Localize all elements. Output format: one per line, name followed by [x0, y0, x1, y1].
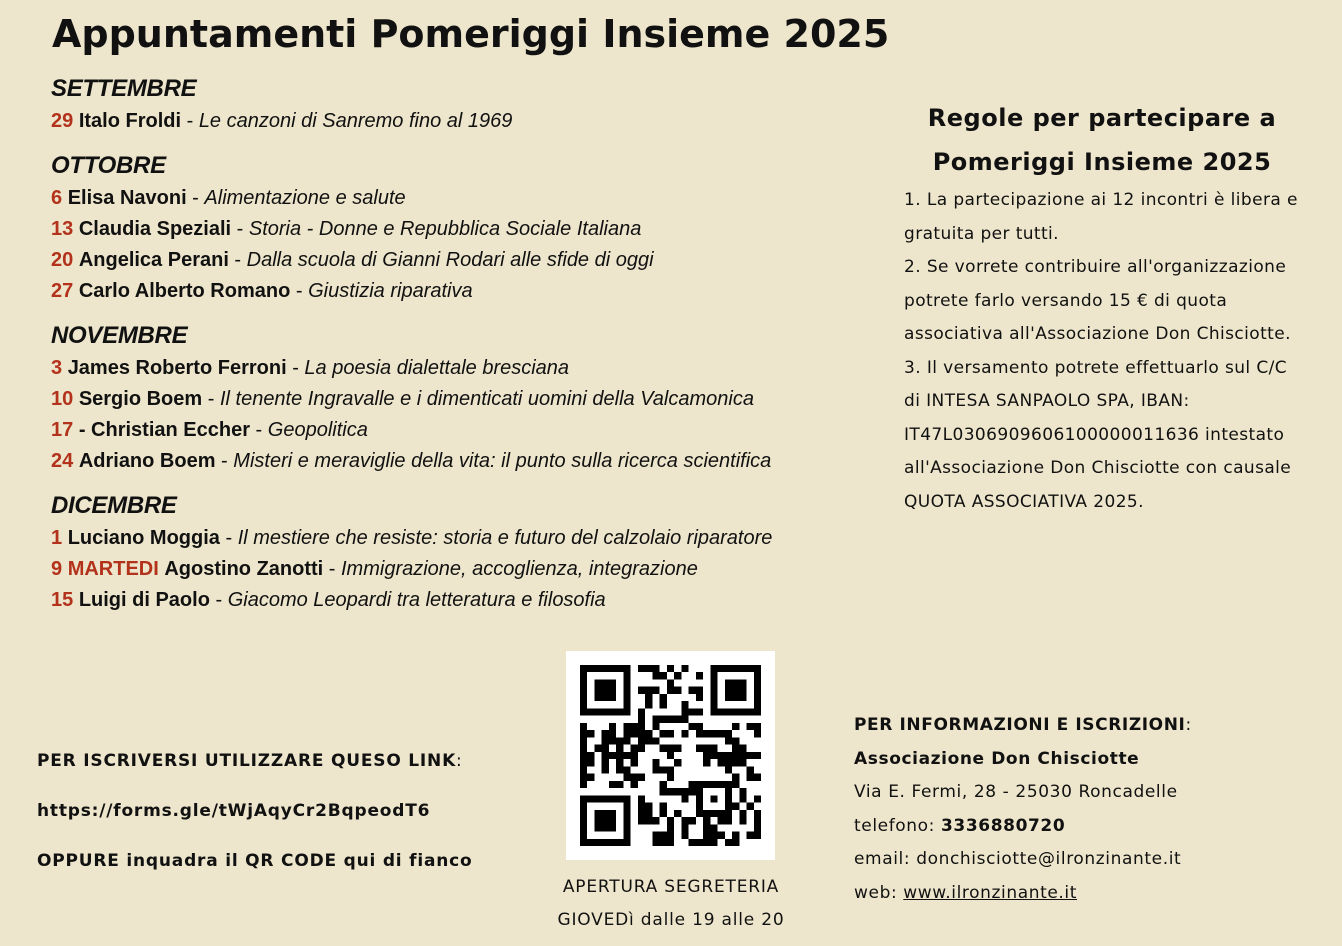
- secretariat-line: APERTURA SEGRETERIA: [562, 877, 780, 897]
- event-topic: Il mestiere che resiste: storia e futuro del calzolaio riparatore: [237, 527, 773, 549]
- event-speaker: Sergio Boem: [78, 388, 203, 410]
- event-day: 9: [51, 558, 63, 580]
- address: Via E. Fermi, 28 - 25030 Roncadelle: [854, 782, 1178, 803]
- event-day: 1: [51, 527, 63, 549]
- event-speaker: James Roberto Ferroni: [67, 357, 287, 379]
- signup-link[interactable]: https://forms.gle/tWjAqyCr2BqpeodT6: [37, 801, 431, 821]
- event-day: 17: [51, 419, 74, 441]
- event-topic: Giustizia riparativa: [308, 280, 473, 302]
- signup-section: [37, 748, 473, 898]
- rules-title-line: Regole per partecipare a: [927, 104, 1277, 132]
- event-row: 1 Luciano Moggia - Il mestiere che resiste: storia e futuro del calzolaio riparatore: [51, 527, 773, 549]
- event-weekday: MARTEDI: [67, 558, 159, 580]
- event-topic: Storia - Donne e Repubblica Sociale Italiana: [248, 218, 642, 240]
- event-row: 29 Italo Froldi - Le canzoni di Sanremo fino al 1969: [51, 110, 513, 132]
- month-heading: SETTEMBRE: [51, 75, 197, 102]
- event-topic: Geopolitica: [267, 419, 368, 441]
- signup-heading: PER ISCRIVERSI UTILIZZARE QUESO LINK:: [37, 751, 463, 771]
- event-day: 6: [51, 187, 63, 209]
- event-speaker: Adriano Boem: [78, 450, 216, 472]
- qr-code[interactable]: [566, 651, 775, 860]
- event-day: 27: [51, 280, 74, 302]
- event-topic: Le canzoni di Sanremo fino al 1969: [198, 110, 513, 132]
- event-speaker: Luciano Moggia: [67, 527, 220, 549]
- event-speaker: Claudia Speziali: [78, 218, 232, 240]
- event-day: 29: [51, 110, 74, 132]
- schedule: [51, 72, 881, 616]
- event-day: 3: [51, 357, 63, 379]
- event-topic: Misteri e meraviglie della vita: il punto sulla ricerca scientifica: [233, 450, 772, 472]
- event-speaker: Elisa Navoni: [67, 187, 187, 209]
- contacts-section: [854, 709, 1192, 911]
- event-row: 17 - Christian Eccher - Geopolitica: [51, 419, 368, 441]
- event-row: 9 MARTEDI Agostino Zanotti - Immigrazione, accoglienza, integrazione: [51, 558, 698, 580]
- event-speaker: Agostino Zanotti: [164, 558, 324, 580]
- rules-list: [904, 184, 1304, 519]
- event-speaker: Carlo Alberto Romano: [78, 280, 291, 302]
- event-day: 24: [51, 450, 74, 472]
- phone-number[interactable]: 3336880720: [941, 815, 1066, 836]
- month-heading: NOVEMBRE: [51, 322, 188, 349]
- qr-hint: OPPURE inquadra il QR CODE qui di fianco: [37, 851, 473, 871]
- event-speaker: - Christian Eccher: [78, 419, 250, 441]
- event-speaker: Italo Froldi: [78, 110, 182, 132]
- rules-panel: [904, 96, 1304, 519]
- secretariat-line: GIOVEDì dalle 19 alle 20: [557, 910, 785, 930]
- email-address[interactable]: donchisciotte@ilronzinante.it: [916, 849, 1182, 870]
- page-title: Appuntamenti Pomeriggi Insieme 2025: [52, 12, 890, 56]
- event-speaker: Luigi di Paolo: [78, 589, 210, 611]
- contacts-heading: PER INFORMAZIONI E ISCRIZIONI:: [854, 715, 1192, 735]
- event-row: 27 Carlo Alberto Romano - Giustizia riparativa: [51, 280, 473, 302]
- event-day: 10: [51, 388, 74, 410]
- qr-code-graphic: [580, 665, 761, 846]
- event-topic: La poesia dialettale bresciana: [304, 357, 570, 379]
- event-row: 3 James Roberto Ferroni - La poesia dialettale bresciana: [51, 357, 570, 379]
- event-row: 13 Claudia Speziali - Storia - Donne e Repubblica Sociale Italiana: [51, 218, 642, 240]
- event-topic: Il tenente Ingravalle e i dimenticati uomini della Valcamonica: [219, 388, 754, 410]
- event-topic: Dalla scuola di Gianni Rodari alle sfide di oggi: [246, 249, 654, 271]
- event-row: 6 Elisa Navoni - Alimentazione e salute: [51, 187, 406, 209]
- rules-title-line: Pomeriggi Insieme 2025: [932, 148, 1272, 176]
- event-day: 20: [51, 249, 74, 271]
- event-topic: Immigrazione, accoglienza, integrazione: [341, 558, 698, 580]
- event-speaker: Angelica Perani: [78, 249, 229, 271]
- organization-name: Associazione Don Chisciotte: [854, 748, 1140, 769]
- event-topic: Giacomo Leopardi tra letteratura e filosofia: [227, 589, 606, 611]
- rule-item: 1. La partecipazione ai 12 incontri è libera e gratuita per tutti.: [904, 190, 1298, 244]
- email-row: email: donchisciotte@ilronzinante.it: [854, 849, 1182, 870]
- event-row: 24 Adriano Boem - Misteri e meraviglie della vita: il punto sulla ricerca scientifica: [51, 450, 772, 472]
- event-row: 10 Sergio Boem - Il tenente Ingravalle e i dimenticati uomini della Valcamonica: [51, 388, 754, 410]
- phone-row: telefono: 3336880720: [854, 815, 1066, 836]
- event-topic: Alimentazione e salute: [204, 187, 406, 209]
- event-row: 20 Angelica Perani - Dalla scuola di Gianni Rodari alle sfide di oggi: [51, 249, 654, 271]
- secretariat-hours: [520, 871, 822, 937]
- event-day: 13: [51, 218, 74, 240]
- web-row: web: www.ilronzinante.it: [854, 882, 1078, 903]
- website-link[interactable]: www.ilronzinante.it: [903, 882, 1078, 903]
- rules-title: [900, 96, 1304, 184]
- month-heading: OTTOBRE: [51, 152, 166, 179]
- month-heading: DICEMBRE: [51, 492, 177, 519]
- event-row: 15 Luigi di Paolo - Giacomo Leopardi tra letteratura e filosofia: [51, 589, 606, 611]
- event-day: 15: [51, 589, 74, 611]
- rule-item: 3. Il versamento potrete effettuarlo sul C/C di INTESA SANPAOLO SPA, IBAN: IT47L0306909606100000011636 intestato all'Associazione Don Chisciotte con causale QUOTA ASSOCIATIVA 2025.: [904, 357, 1292, 512]
- rule-item: 2. Se vorrete contribuire all'organizzazione potrete farlo versando 15 € di quota associativa all'Associazione Don Chisciotte.: [904, 257, 1291, 344]
